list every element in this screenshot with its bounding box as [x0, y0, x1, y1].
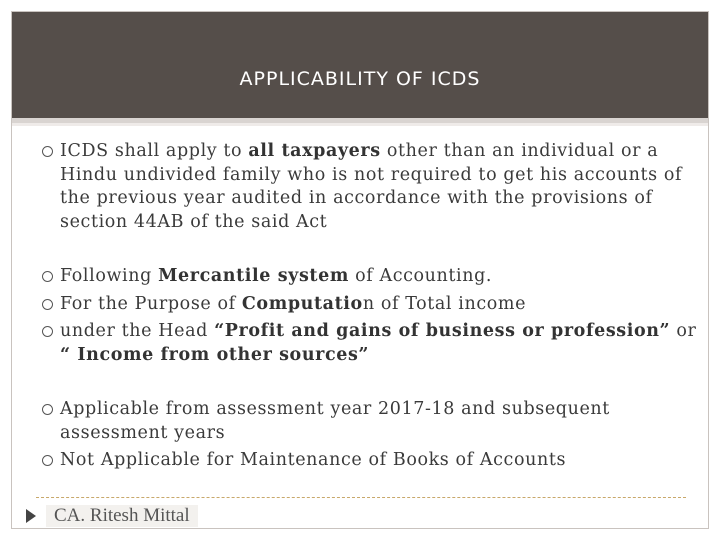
bullet-text-pre: Following: [60, 266, 159, 286]
bullet-text-bold: Computatio: [241, 293, 363, 314]
author-signature: CA. Ritesh Mittal: [46, 505, 198, 527]
bullet-text: Applicable from assessment year 2017-18 and subsequent assessment years: [60, 399, 610, 443]
bullet-text-pre: under the Head: [60, 321, 215, 341]
bullet-item: [38, 449, 698, 473]
circle-bullet-icon: [42, 455, 53, 466]
bullet-text: Not Applicable for Maintenance of Books of Accounts: [60, 450, 567, 470]
bullet-text-post: of Accounting.: [348, 266, 493, 286]
bullet-text-bold: “Profit and gains of business or profession”: [214, 321, 671, 341]
bullet-text-bold-2: “ Income from other sources”: [60, 344, 370, 365]
slide-title: APPLICABILITY OF ICDS: [239, 68, 481, 90]
bullet-text-bold: Mercantile system: [158, 266, 349, 286]
circle-bullet-icon: [42, 271, 53, 282]
bullet-text-post: other than an individual or a Hindu undivided family who is not required to get his accounts of the previous year audited in accordance with the provisions of section 44AB of the said Act: [60, 141, 683, 232]
bullet-item: [38, 265, 698, 289]
bullet-item: [38, 293, 698, 317]
bullet-text-pre: For the Purpose of: [60, 293, 242, 314]
circle-bullet-icon: [42, 146, 53, 157]
bullet-item: [38, 320, 698, 367]
circle-bullet-icon: [42, 404, 53, 415]
circle-bullet-icon: [42, 326, 53, 337]
title-banner: [12, 12, 708, 118]
bullet-text-pre: ICDS shall apply to: [60, 141, 249, 161]
circle-bullet-icon: [42, 299, 53, 310]
bullet-text-bold: all taxpayers: [248, 141, 381, 161]
bullet-text-post: n of Total income: [362, 293, 527, 314]
footer-divider: [36, 497, 686, 498]
bullet-item: [38, 140, 698, 234]
bullet-text-mid: or: [670, 321, 697, 341]
play-triangle-icon: [26, 509, 36, 523]
footer: [26, 505, 198, 527]
bullet-item: [38, 398, 698, 445]
divider-bar-light: [12, 123, 708, 126]
bullet-list: [38, 140, 698, 473]
